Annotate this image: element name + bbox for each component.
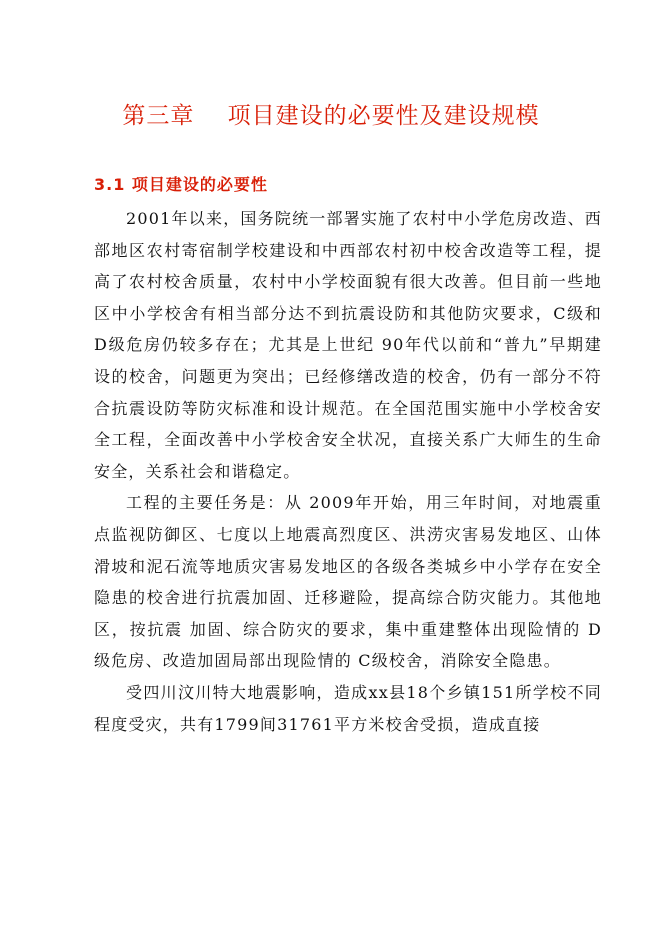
body-text xyxy=(94,203,602,740)
chapter-title: 第三章 项目建设的必要性及建设规模 xyxy=(122,103,540,129)
paragraph-2: 工程的主要任务是：从 2009年开始，用三年时间，对地震重点监视防御区、七度以上地震高烈度区、洪涝灾害易发地区、山体滑坡和泥石流等地质灾害易发地区的各级各类城乡中小学存在安全隐患的校舍进行抗震加固、迁移避险，提高综合防灾能力。其他地区，按抗震 加固、综合防灾的要求，集中重建整体出现险情的 D级危房、改造加固局部出现险情的 C级校舍，消除安全隐患。 xyxy=(94,493,602,671)
paragraph-3: 受四川汶川特大地震影响，造成xx县18个乡镇151所学校不同程度受灾，共有1799间31761平方米校舍受损，造成直接 xyxy=(94,682,602,734)
section-heading: 3.1 项目建设的必要性 xyxy=(94,175,268,194)
paragraph-1: 2001年以来，国务院统一部署实施了农村中小学危房改造、西部地区农村寄宿制学校建设和中西部农村初中校舍改造等工程，提高了农村校舍质量，农村中小学校面貌有很大改善。但目前一些地区中小学校舍有相当部分达不到抗震设防和其他防灾要求，C级和D级危房仍较多存在；尤其是上世纪 90年代以前和“普九”早期建设的校舍，问题更为突出；已经修缮改造的校舍，仍有一部分不符合抗震设防等防灾标准和设计规范。在全国范围实施中小学校舍安全工程，全面改善中小学校舍安全状况，直接关系广大师生的生命安全，关系社会和谐稳定。 xyxy=(94,209,602,481)
